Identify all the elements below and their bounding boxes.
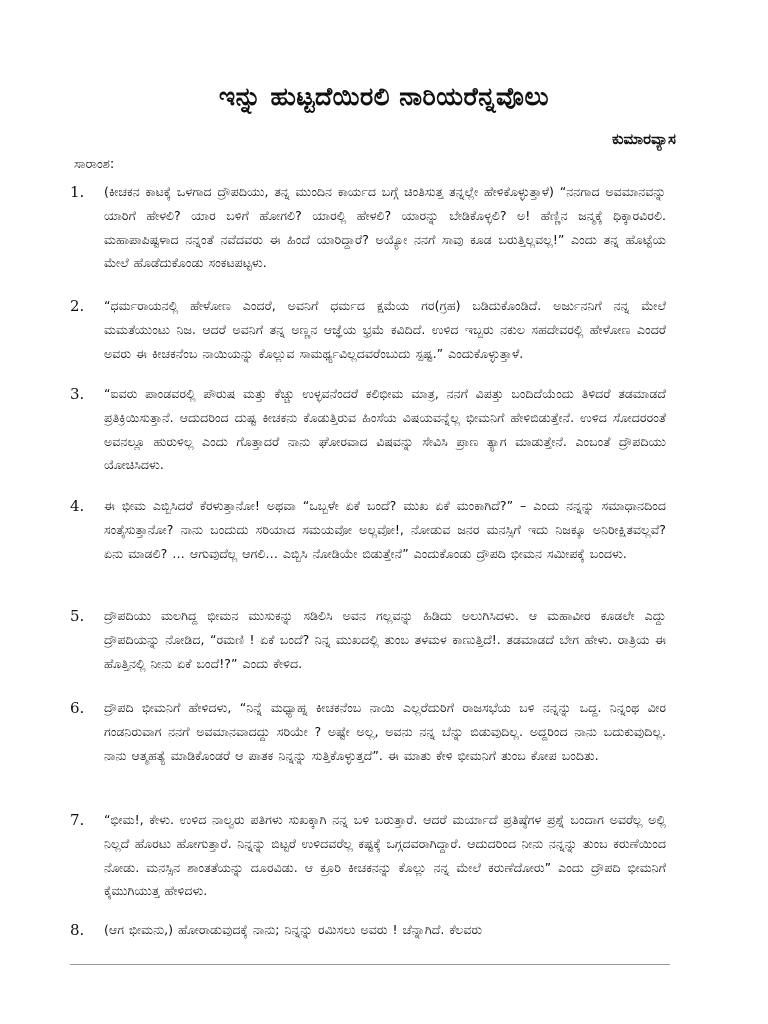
item-number: 7. xyxy=(70,811,85,829)
item-text: (ಆಗ ಭೀಮನು,) ಹೋರಾಡುವುದಕ್ಕೆ ನಾನು; ನಿನ್ನನ್ನು ರಮಿಸಲು ಅವರು ! ಚೆನ್ನಾಗಿದೆ. ಕೆಲವರು xyxy=(104,922,483,937)
item-text: ಈ ಭೀಮ ಎಬ್ಬಿಸಿದರೆ ಕೆರಳುತ್ತಾನೋ! ಅಥವಾ “ಒಬ್ಬಳೇ ಏಕೆ ಬಂದೆ? ಮುಖ ಏಕೆ ಮಂಕಾಗಿದೆ?” – ಎಂದು ನನ್ನನ್ನು ಸಮಾಧಾನದಿಂದ ಸಂತೈಸುತ್ತಾನೋ? ನಾನು ಬಂದುದು ಸರಿಯಾದ ಸಮಯವೋ ಅಲ್ಲವೋ!, ನೋಡುವ ಜನರ ಮನಸ್ಸಿಗೆ ಇದು ನಿಜಕ್ಕೂ ಅನಿರೀಕ್ಷಿತವಲ್ಲವೆ? ಏನು ಮಾಡಲಿ? … ಆಗುವುದೆಲ್ಲ ಆಗಲಿ… ಎಬ್ಬಿಸಿ ನೋಡಿಯೇ ಬಿಡುತ್ತೇನೆ” ಎಂದುಕೊಂಡು ದ್ರೌಪದಿ ಭೀಮನ ಸಮೀಪಕ್ಕೆ ಬಂದಳು. xyxy=(104,498,666,561)
summary-heading: ಸಾರಾಂಶ: xyxy=(74,157,115,172)
item-text: “ಐವರು ಪಾಂಡವರಲ್ಲಿ ಪೌರುಷ ಮತ್ತು ಕೆಚ್ಚು ಉಳ್ಳವನೆಂದರೆ ಕಲಿಭೀಮ ಮಾತ್ರ, ನನಗೆ ವಿಪತ್ತು ಬಂದಿದೆಯೆಂದು ತಿಳಿದರೆ ತಡಮಾಡದೆ ಪ್ರತಿಕ್ರಿಯಿಸುತ್ತಾನೆ. ಆದುದರಿಂದ ದುಷ್ಟ ಕೀಚಕನು ಕೊಡುತ್ತಿರುವ ಹಿಂಸೆಯ ವಿಷಯವನ್ನೆಲ್ಲ ಭೀಮನಿಗೆ ಹೇಳಿಬಿಡುತ್ತೇನೆ. ಉಳಿದ ಸೋದರರಂತೆ ಅವನಲ್ಲೂ ಹುರುಳಿಲ್ಲ ಎಂದು ಗೊತ್ತಾದರೆ ನಾನು ಘೋರವಾದ ವಿಷವನ್ನು ಸೇವಿಸಿ ಪ್ರಾಣ ತ್ಯಾಗ ಮಾಡುತ್ತೇನೆ. ಎಂಬಂತೆ ದ್ರೌಪದಿಯು ಯೋಚಿಸಿದಳು. xyxy=(104,386,666,473)
page-title: ಇನ್ನು ಹುಟ್ಟದೆಯಿರಲಿ ನಾರಿಯರೆನ್ನವೊಲು xyxy=(218,82,550,111)
item-number: 4. xyxy=(70,497,85,515)
item-number: 3. xyxy=(70,385,85,403)
item-text: “ಭೀಮ!, ಕೇಳು. ಉಳಿದ ನಾಲ್ವರು ಪತಿಗಳು ಸುಖಕ್ಕಾಗಿ ನನ್ನ ಬಳಿ ಬರುತ್ತಾರೆ. ಆದರೆ ಮರ್ಯಾದೆ ಪ್ರತಿಷ್ಠೆಗಳ ಪ್ರಶ್ನೆ ಬಂದಾಗ ಅವರೆಲ್ಲ ಅಲ್ಲಿ ನಿಲ್ಲದೆ ಹೊರಟು ಹೋಗುತ್ತಾರೆ. ನಿನ್ನನ್ನು ಬಿಟ್ಟರೆ ಉಳಿದವರೆಲ್ಲ ಕಷ್ಟಕ್ಕೆ ಒಗ್ಗದವರಾಗಿದ್ದಾರೆ. ಆದುದರಿಂದ ನೀನು ನನ್ನನ್ನು ತುಂಬ ಕರುಣೆಯಿಂದ ನೋಡು. ಮನಸ್ಸಿನ ಶಾಂತತೆಯನ್ನು ದೂರವಿಡು. ಆ ಕ್ರೂರಿ ಕೀಚಕನನ್ನು ಕೊಲ್ಲು ನನ್ನ ಮೇಲೆ ಕರುಣೆದೋರು” ಎಂದು ದ್ರೌಪದಿ ಭೀಮನಿಗೆ ಕೈಮುಗಿಯುತ್ತ ಹೇಳಿದಳು. xyxy=(104,812,666,899)
item-number: 2. xyxy=(70,297,85,315)
footer-divider xyxy=(70,964,670,965)
item-number: 6. xyxy=(70,699,85,717)
item-text: ದ್ರೌಪದಿಯು ಮಲಗಿದ್ದ ಭೀಮನ ಮುಸುಕನ್ನು ಸಡಿಲಿಸಿ ಅವನ ಗಲ್ಲವನ್ನು ಹಿಡಿದು ಅಲುಗಿಸಿದಳು. ಆ ಮಹಾವೀರ ಕೂಡಲೇ ಎದ್ದು ದ್ರೌಪದಿಯನ್ನು ನೋಡಿದ, “ರಮಣಿ ! ಏಕೆ ಬಂದೆ? ನಿನ್ನ ಮುಖದಲ್ಲಿ ತುಂಬ ತಳಮಳ ಕಾಣುತ್ತಿದೆ!. ತಡಮಾಡದೆ ಬೇಗ ಹೇಳು. ರಾತ್ರಿಯ ಈ ಹೊತ್ತಿನಲ್ಲಿ ನೀನು ಏಕೆ ಬಂದೆ!?” ಎಂದು ಕೇಳಿದ. xyxy=(104,608,666,671)
item-text: (ಕೀಚಕನ ಕಾಟಕ್ಕೆ ಒಳಗಾದ ದ್ರೌಪದಿಯು, ತನ್ನ ಮುಂದಿನ ಕಾರ್ಯದ ಬಗ್ಗೆ ಚಿಂತಿಸುತ್ತ ತನ್ನಲ್ಲೇ ಹೇಳಿಕೊಳ್ಳುತ್ತಾಳೆ) “ನನಗಾದ ಅವಮಾನವನ್ನು ಯಾರಿಗೆ ಹೇಳಲಿ? ಯಾರ ಬಳಿಗೆ ಹೋಗಲಿ? ಯಾರಲ್ಲಿ ಹೇಳಲಿ? ಯಾರನ್ನು ಬೇಡಿಕೊಳ್ಳಲಿ? ಅ! ಹೆಣ್ಣಿನ ಜನ್ಮಕ್ಕೆ ಧಿಕ್ಕಾರವಿರಲಿ. ಮಹಾಪಾಪಿಷ್ಟಳಾದ ನನ್ನಂತೆ ನವೆದವರು ಈ ಹಿಂದೆ ಯಾರಿದ್ದಾರೆ? ಅಯ್ಯೋ ನನಗೆ ಸಾವು ಕೂಡ ಬರುತ್ತಿಲ್ಲವಲ್ಲ!” ಎಂದು ತನ್ನ ಹೊಟ್ಟೆಯ ಮೇಲೆ ಹೊಡೆದುಕೊಂಡು ಸಂಕಟಪಟ್ಟಳು. xyxy=(104,184,666,271)
author-name: ಕುಮಾರವ್ಯಾಸ xyxy=(612,130,676,148)
item-text: ದ್ರೌಪದಿ ಭೀಮನಿಗೆ ಹೇಳಿದಳು, “ನಿನ್ನೆ ಮಧ್ಯಾಹ್ನ ಕೀಚಕನೆಂಬ ನಾಯಿ ಎಲ್ಲರೆದುರಿಗೆ ರಾಜಸಭೆಯ ಬಳಿ ನನ್ನನ್ನು ಒದ್ದ. ನಿನ್ನಂಥ ವೀರ ಗಂಡನಿರುವಾಗ ನನಗೆ ಅವಮಾನವಾದದ್ದು ಸರಿಯೇ ? ಅಷ್ಟೇ ಅಲ್ಲ, ಅವನು ನನ್ನ ಬೆನ್ನು ಬಿಡುವುದಿಲ್ಲ. ಅದ್ದರಿಂದ ನಾನು ಬದುಕುವುದಿಲ್ಲ. ನಾನು ಆತ್ಮಹತ್ಯೆ ಮಾಡಿಕೊಂಡರೆ ಆ ಪಾತಕ ನಿನ್ನನ್ನು ಸುತ್ತಿಕೊಳ್ಳುತ್ತದೆ”. ಈ ಮಾತು ಕೇಳಿ ಭೀಮನಿಗೆ ತುಂಬ ಕೋಪ ಬಂದಿತು. xyxy=(104,700,666,763)
item-number: 1. xyxy=(70,183,85,201)
item-number: 5. xyxy=(70,607,85,625)
item-text: “ಧರ್ಮರಾಯನಲ್ಲಿ ಹೇಳೋಣ ಎಂದರೆ, ಅವನಿಗೆ ಧರ್ಮದ ಕ್ಷಮೆಯ ಗರ(ಗ್ರಹ) ಬಡಿದುಕೊಂಡಿದೆ. ಅರ್ಜುನನಿಗೆ ನನ್ನ ಮೇಲೆ ಮಮತೆಯುಂಟು ನಿಜ. ಆದರೆ ಅವನಿಗೆ ತನ್ನ ಅಣ್ಣನ ಆಜ್ಞೆಯ ಭ್ರಮೆ ಕವಿದಿದೆ. ಉಳಿದ ಇಬ್ಬರು ನಕುಲ ಸಹದೇವರಲ್ಲಿ ಹೇಳೋಣ ಎಂದರೆ ಅವರು ಈ ಕೀಚಕನೆಂಬ ನಾಯಿಯನ್ನು ಕೊಲ್ಲುವ ಸಾಮರ್ಥ್ಯವಿಲ್ಲದವರೆಂಬುದು ಸ್ಪಷ್ಟ.” ಎಂದುಕೊಳ್ಳುತ್ತಾಳೆ. xyxy=(104,298,666,361)
item-number: 8. xyxy=(70,921,85,939)
